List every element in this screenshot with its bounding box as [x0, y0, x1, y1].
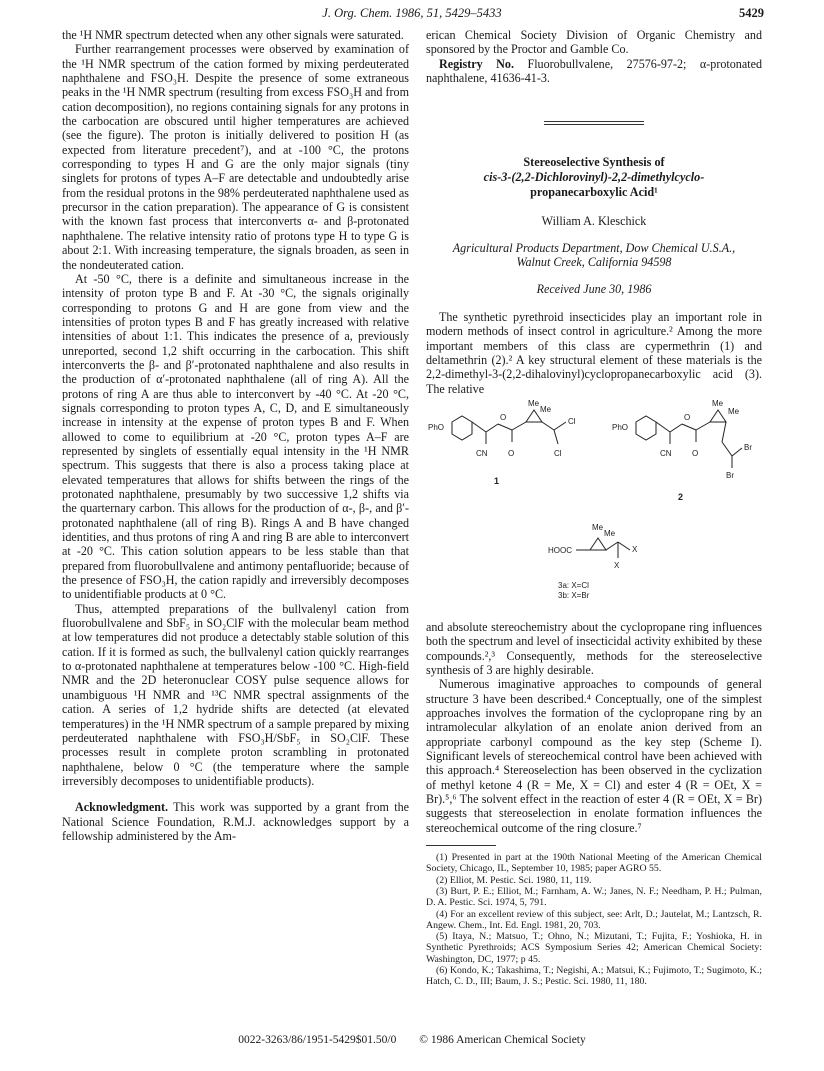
structure-1 — [452, 410, 566, 444]
structures-drawing — [426, 400, 762, 712]
compound-number-1: 1 — [494, 475, 500, 486]
acknowledgment-label: Acknowledgment. — [75, 800, 169, 815]
paragraph: Numerous imaginative approaches to compounds of general structure 3 have been described.⁴ Conceptually, one of the simplest approaches involves the formation of the cyclopropane ring by an intramolecular alkylation of an enolate anion derived from an appropriate carbonyl compound as the key step (Scheme I). Significant levels of stereochemical control have been achieved with this approach.⁴ Stereoselection has been observed in the cyclization of methyl ketone 4 (R = Me, X = Cl) and ester 4 (R = OEt, X = Br).⁵,⁶ The solvent effect in the reaction of ester 4 (R = OEt, X = Br) suggests that stereoselection in enolate formation influences the stereochemical outcome of the ring closure.⁷ — [426, 677, 762, 835]
oxygen-label: O — [692, 448, 699, 458]
affiliation — [426, 241, 762, 270]
paragraph: Further rearrangement processes were observed by examination of the ¹H NMR spectrum of the cation formed by mixing perdeuterated naphthalene and FSO₃H. Despite the presence of some extraneous peaks in the ¹H NMR spectrum (resulting from excess FSO₃H and from cation decomposition), no regions containing signals for any protons in the carbocation are obscured until higher temperatures are achieved (see the figure). The proton is initially delivered to position H (as expected from literature precedent⁷), and at -100 °C, the protons corresponding to types H and G are the only major signals (tiny singlets for protons of types A–F are detectable and undoubtedly arise from the residual protons in the 98% perdeuterated naphthalene used as precursor in the cation preparation). The appearance of G is consistent with the known fast process that interconverts α- and β-protonated naphthalene. The relative intensity ratio of protons type H to type G is about 2:1. With increasing temperature, the signals broaden, as seen in the nondeuterated cation. — [62, 42, 409, 272]
affiliation-line: Agricultural Products Department, Dow Chemical U.S.A., — [452, 240, 736, 255]
footnote: (3) Burt, P. E.; Elliot, M.; Farnham, A. W.; Janes, N. F.; Needham, P. H.; Pulman, D. A. Pestic. Sci. 1974, 5, 791. — [426, 885, 762, 909]
oxygen-label: O — [508, 448, 515, 458]
registry-text: Fluorobullvalene, 27576-97-2; α-protonated naphthalene, 41636-41-3. — [426, 56, 762, 86]
chlorine-label: Cl — [554, 448, 562, 458]
journal-citation: J. Org. Chem. 1986, 51, 5429–5433 — [322, 6, 502, 20]
cn-label: CN — [660, 448, 672, 458]
pho-label: PhO — [428, 422, 445, 432]
x-substituent-label: X — [614, 560, 620, 570]
continuation-paragraph: erican Chemical Society Division of Organic Chemistry and sponsored by the Proctor and Gamble Co. — [426, 28, 762, 57]
acknowledgment-text: This work was supported by a grant from the National Science Foundation, R.M.J. acknowledges support by a fellowship administered by the Am- — [62, 800, 409, 843]
acknowledgment — [62, 800, 409, 843]
page-footer — [0, 1034, 824, 1046]
methyl-label: Me — [528, 399, 540, 408]
paragraph: Thus, attempted preparations of the bullvalenyl cation from fluorobullvalene and SbF₅ in SO₂ClF with the molecular beam method at low temperatures did not produce a detectably stable solution of this cation. If it is formed as such, the bullvalenyl cation quickly rearranges to α-protonated naphthalene at temperatures below -100 °C. High-field NMR and the 2D heteronuclear COSY pulse sequence allows for unambiguous ¹H NMR and ¹³C NMR spectral assignments of the cation. A series of 1,2 hydride shifts are detected (at elevated temperatures) in the ¹H NMR spectrum of a sample prepared by mixing perdeuterated naphthalene with FSO₃H/SbF₅ in SO₂ClF. These processes result in complete proton scrambling in protonated naphthalene, below 0 °C (the temperature where the sample irreversibly decomposes to unidentifiable products). — [62, 601, 409, 788]
copyright: © 1986 American Chemical Society — [419, 1034, 586, 1046]
article-title-line: Stereoselective Synthesis of — [523, 155, 665, 170]
paragraph: and absolute stereochemistry about the cyclopropane ring influences both the spectrum and level of insecticidal activity exhibited by these compounds.²,³ Consequently, methods for the stereoselective synthesis of 3 are highly desirable. — [426, 619, 762, 677]
compound-label-3b: 3b: X=Br — [558, 590, 590, 600]
bromine-label: Br — [744, 442, 752, 452]
bromine-label: Br — [726, 470, 734, 480]
footnote: (1) Presented in part at the 190th National Meeting of the American Chemical Society, Chicago, IL, September 10, 1985; paper AGRO 55. — [426, 852, 762, 875]
received-date: Received June 30, 1986 — [536, 281, 652, 296]
footnote: (6) Kondo, K.; Takashima, T.; Negishi, A.; Matsui, K.; Fujimoto, T.; Sugimoto, K.; Hatch, C. D., III; Baum, J. S.; Pestic. Sci. 1980, 11, 180. — [426, 965, 762, 988]
affiliation-line: Walnut Creek, California 94598 — [516, 255, 672, 270]
footnote: (4) For an excellent review of this subject, see: Arlt, D.; Jautelat, M.; Lantzsch, R. Angew. Chem., Int. Ed. Engl. 1981, 20, 703. — [426, 908, 762, 931]
methyl-label: Me — [540, 404, 552, 414]
footnote-rule — [426, 845, 496, 846]
article-title-line — [426, 170, 762, 185]
methyl-label: Me — [604, 528, 616, 538]
methyl-label: Me — [712, 399, 724, 408]
article-code: 0022-3263/86/1951-5429$01.50/0 — [238, 1034, 397, 1046]
oxygen-label: O — [500, 412, 507, 422]
pho-label: PhO — [612, 422, 629, 432]
registry-label: Registry No. — [439, 56, 514, 71]
author-name: William A. Kleschick — [541, 214, 647, 229]
footnote: (5) Itaya, N.; Matsuo, T.; Ohno, N.; Mizutani, T.; Fujita, F.; Yoshioka, H. in Synthetic Pyrethroids; ACS Symposium Series 42; American Chemical Society: Washington, DC, 1977; p 45. — [426, 931, 762, 965]
methyl-label: Me — [728, 406, 740, 416]
registry-numbers — [426, 57, 762, 86]
section-divider — [544, 121, 644, 125]
left-column — [62, 28, 409, 843]
footnote: (2) Elliot, M. Pestic. Sci. 1980, 11, 119. — [436, 874, 592, 886]
structure-3 — [576, 538, 630, 558]
paragraph: At -50 °C, there is a definite and simultaneous increase in the intensity of proton type B and F. At -30 °C, the signals originally corresponding to protons G and H are gone from view and the intensities of proton types B and F has greatly increased with relative intensities of about 1:1. This indicates the presence of a, previously unreported, second 1,2 shift occurring in the carbocation. This shift interconverts the β- and β′-protonated naphthalene and also results in the production of α′-protonated naphthalene (all of ring A). All the protons of ring A are thus able to interconvert by -40 °C. At -20 °C, signals corresponding to proton types A, C, D, and E simultaneously increase in intensity at the expense of proton types B and F. When allowed to come to equilibrium at -20 °C, proton types A–F are represented by singlets of essentially equal intensity in the ¹H NMR spectrum. This suggests that there is also a process taking place at elevated temperatures that allows for shifts between the rings of the protonated naphthalene, presumably by two successive 1,2 shifts via the quarternary carbon. This allows for the production of α-, β-, and β′-protonated naphthalene (all of ring B). Rings A and B have changed identities, and thus protons of ring A and ring B are able to interconvert at -20 °C. This cation solution appears to be less stable than that prepared from fluorobullvalene and antimony pentafluoride; because of the presence of FSO₃H, the cation rapidly and irreversibly decomposes to unidentifiable products at 0 °C. — [62, 271, 409, 602]
oxygen-label: O — [684, 412, 691, 422]
article-title-italic: cis-3-(2,2-Dichlorovinyl)-2,2-dimethylcyclo- — [483, 170, 705, 185]
x-substituent-label: X — [632, 544, 638, 554]
compound-label-3a: 3a: X=Cl — [558, 580, 589, 590]
chlorine-label: Cl — [568, 416, 576, 426]
intro-paragraph: The synthetic pyrethroid insecticides play an important role in modern methods of insect control in agriculture.² Among the more important members of this class are cypermethrin (1) and deltamethrin (2).² A key structural element of these materials is the 2,2-dimethyl-3-(2,2-dihalovinyl)cyclopropanecarboxylic acid (3). The relative — [426, 309, 762, 396]
cn-label: CN — [476, 448, 488, 458]
page-header — [0, 6, 824, 22]
right-column — [426, 28, 762, 988]
article-title-line: propanecarboxylic Acid¹ — [530, 185, 658, 200]
page-number: 5429 — [739, 6, 764, 20]
compound-number-2: 2 — [678, 491, 684, 502]
methyl-label: Me — [592, 522, 604, 532]
hooc-label: HOOC — [548, 545, 572, 555]
paragraph: the ¹H NMR spectrum detected when any other signals were saturated. — [62, 28, 404, 42]
chemical-structures-figure — [426, 400, 762, 712]
